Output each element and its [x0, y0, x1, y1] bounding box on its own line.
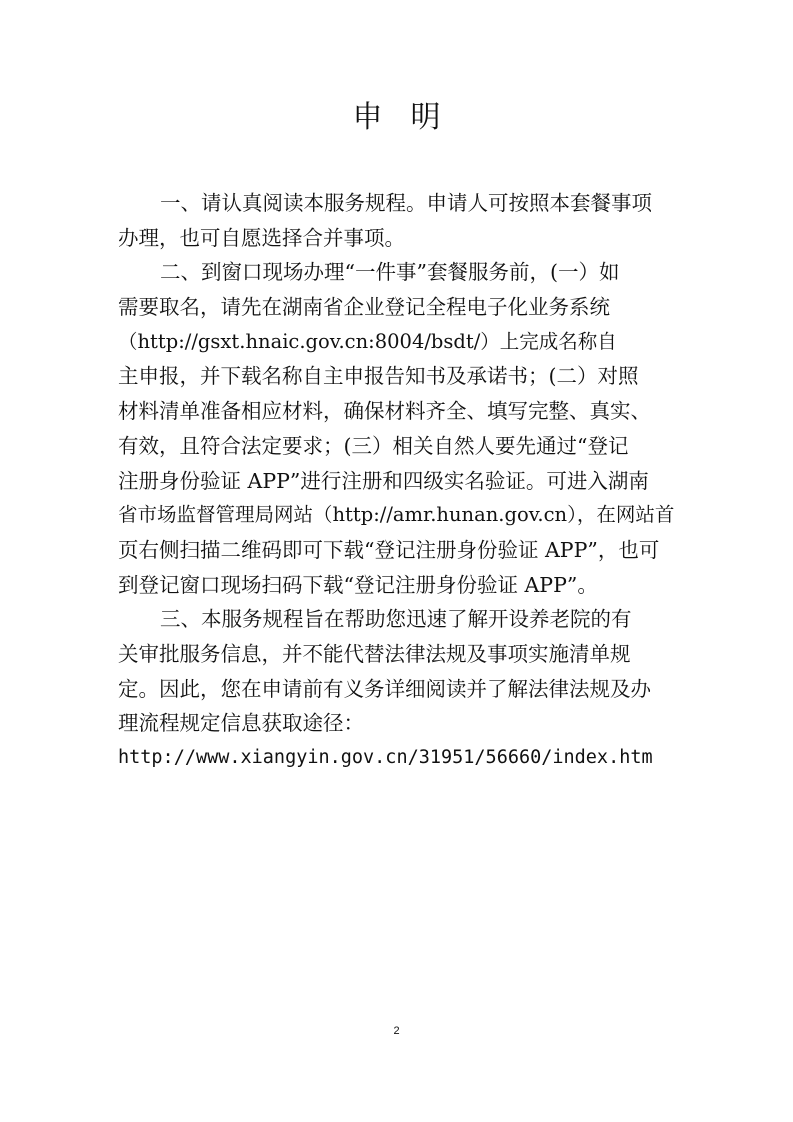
title-char-1: 申 [352, 100, 383, 135]
paragraph-2-line: 有效，且符合法定要求；(三）相关自然人要先通过“登记 [118, 433, 629, 458]
paragraph-2-line: 到登记窗口现场扫码下载“登记注册身份验证 APP”。 [118, 572, 598, 597]
paragraph-2-line: 注册身份验证 APP”进行注册和四级实名验证。可进入湖南 [118, 468, 649, 493]
paragraph-1-line: 办理，也可自愿选择合并事项。 [118, 225, 405, 250]
paragraph-3-line: 定。因此，您在申请前有义务详细阅读并了解法律法规及办 [118, 676, 651, 701]
paragraph-2-line: （http://gsxt.hnaic.gov.cn:8004/bsdt/）上完成名称自 [118, 329, 617, 353]
paragraph-3-line: 关审批服务信息，并不能代替法律法规及事项实施清单规 [118, 641, 631, 666]
page-title [0, 98, 793, 138]
paragraph-2-line: 材料清单准备相应材料，确保材料齐全、填写完整、真实、 [118, 399, 651, 424]
document-body [118, 186, 678, 776]
title-char-2: 明 [410, 100, 441, 135]
reference-url: http://www.xiangyin.gov.cn/31951/56660/index.htm [118, 747, 653, 768]
paragraph-2-line: 二、到窗口现场办理“一件事”套餐服务前，(一）如 [160, 260, 620, 285]
paragraph-3-line: 三、本服务规程旨在帮助您迅速了解开设养老院的有 [160, 607, 632, 632]
paragraph-2-line: 主申报，并下载名称自主申报告知书及承诺书；(二）对照 [118, 364, 639, 389]
paragraph-2-line: 页右侧扫描二维码即可下载“登记注册身份验证 APP”，也可 [118, 537, 660, 562]
paragraph-2-line: 需要取名，请先在湖南省企业登记全程电子化业务系统 [118, 295, 610, 320]
page-number: 2 [393, 1025, 400, 1037]
paragraph-3-line: 理流程规定信息获取途径： [118, 711, 364, 736]
paragraph-1-line: 一、请认真阅读本服务规程。申请人可按照本套餐事项 [160, 191, 652, 215]
paragraph-2-line: 省市场监督管理局网站（http://amr.hunan.gov.cn），在网站首 [118, 503, 675, 527]
